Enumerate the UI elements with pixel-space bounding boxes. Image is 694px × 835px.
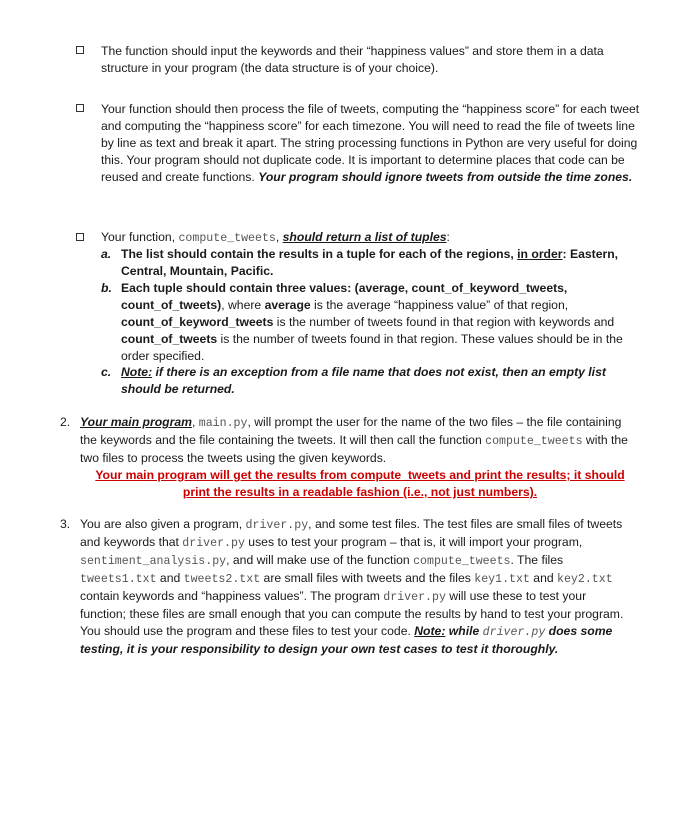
text-run: while [445, 624, 483, 638]
sublist-label: b. [101, 281, 112, 295]
inline-code: tweets2.txt [183, 573, 261, 586]
inline-code: driver.py [182, 537, 245, 550]
text-run: You are also given a program, [80, 517, 246, 531]
inline-code: driver.py [383, 591, 446, 604]
item-text [80, 516, 635, 658]
bullet-emphasis: Your program should ignore tweets from outside the time zones. [258, 170, 633, 184]
text-run: with the two files to process the tweets using the given keywords. [80, 433, 628, 465]
text-run: is the number of tweets found in that region. These values should be in the order specified. [121, 332, 623, 363]
bullet-text: The function should input the keywords and their “happiness values” and store them in a data structure in your program (the data structure is of your choice). [101, 44, 604, 75]
sublist-item [101, 246, 641, 280]
inline-code: driver.py [245, 519, 309, 532]
text-run: count_of_tweets [121, 332, 218, 346]
text-run: , [191, 415, 199, 429]
numbered-item [0, 516, 640, 658]
text-run: (average, count_of_keyword_tweets, count_of_tweets) [121, 281, 568, 312]
inline-code: sentiment_analysis.py [80, 555, 227, 568]
sublist-item [101, 280, 641, 365]
bullet-emphasis: should return a list of tuples [282, 230, 447, 244]
inline-code: main.py [198, 417, 248, 430]
text-run: is the average “happiness value” of that region, [310, 298, 569, 312]
text-run: , and will make use of the function [226, 553, 414, 567]
text-run: uses to test your program – that is, it will import your program, [244, 535, 583, 549]
bullet-checkbox [76, 233, 84, 241]
bullet-text: , [275, 230, 283, 244]
text-run: contain keywords and “happiness values”. The program [80, 589, 384, 603]
text-run: does some testing, it is your responsibility to design your own test cases to test it thoroughly. [80, 624, 613, 656]
inline-code: driver.py [482, 626, 546, 639]
text-run: The list should contain the results in a tuple for each of the regions, [121, 247, 518, 261]
text-run: is the number of tweets found in that region with keywords and [273, 315, 615, 329]
bullet-text: : [446, 230, 450, 244]
text-run: will use these to test your function; these files are small enough that you can compute the results by hand to test your program. You should use the program and these files to test your code. [80, 589, 624, 638]
bullet-paragraph [101, 229, 641, 247]
inline-code: tweets1.txt [80, 573, 157, 586]
text-run: , will prompt the user for the name of the two files – the file containing the keywords and the file containing the tweets. It will then call the function [80, 415, 622, 447]
text-run: if there is an exception from a file name that does not exist, then an empty list should be returned. [121, 365, 606, 396]
bullet-checkbox [76, 104, 84, 112]
bullet-checkbox [76, 46, 84, 54]
numbered-item [0, 414, 640, 501]
text-run: and [156, 571, 184, 585]
text-run: . The files [510, 553, 564, 567]
text-run: count_of_keyword_tweets [121, 315, 274, 329]
text-run: and [529, 571, 558, 585]
sublist-item [101, 364, 641, 398]
red-notice: Your main program will get the results from compute_tweets and print the results; it should print the results in a readable fashion (i.e., not just numbers). [95, 468, 625, 499]
bullet-paragraph [101, 101, 641, 186]
text-run: Note: [121, 365, 153, 379]
sublist-text [121, 280, 641, 365]
text-run: , where [221, 298, 265, 312]
bullet-text: Your function, [101, 230, 179, 244]
text-run: in order [517, 247, 563, 261]
item-text [80, 414, 640, 467]
inline-code: compute_tweets [485, 435, 583, 448]
text-run: : Eastern, Central, Mountain, Pacific. [121, 247, 619, 278]
sublist-text [121, 364, 641, 398]
text-run: are small files with tweets and the files [260, 571, 475, 585]
bullet-paragraph [101, 43, 641, 77]
text-run: Each tuple should contain three values: [121, 281, 355, 295]
sublist-label: a. [101, 247, 112, 261]
inline-code: compute_tweets [413, 555, 511, 568]
text-run: Your main program [80, 415, 192, 429]
sublist-text [121, 246, 641, 280]
item-number: 3. [60, 517, 71, 531]
bullet-text: Your function should then process the file of tweets, computing the “happiness score” for each tweet and computing the “happiness score” for each timezone. You will need to read the file of tweets line by line as text and break it apart. The string processing functions in Python are very useful for doing this. Your program should not duplicate code. It is important to determine places that code can be reused and create functions. [101, 102, 640, 184]
sublist-label: c. [101, 365, 112, 379]
inline-code: key2.txt [557, 573, 613, 586]
text-run: , and some test files. The test files are small files of tweets and keywords that [80, 517, 623, 549]
text-run: average [264, 298, 311, 312]
inline-code: compute_tweets [178, 232, 276, 245]
inline-code: key1.txt [474, 573, 530, 586]
text-run: Note: [414, 624, 446, 638]
item-number: 2. [60, 415, 71, 429]
